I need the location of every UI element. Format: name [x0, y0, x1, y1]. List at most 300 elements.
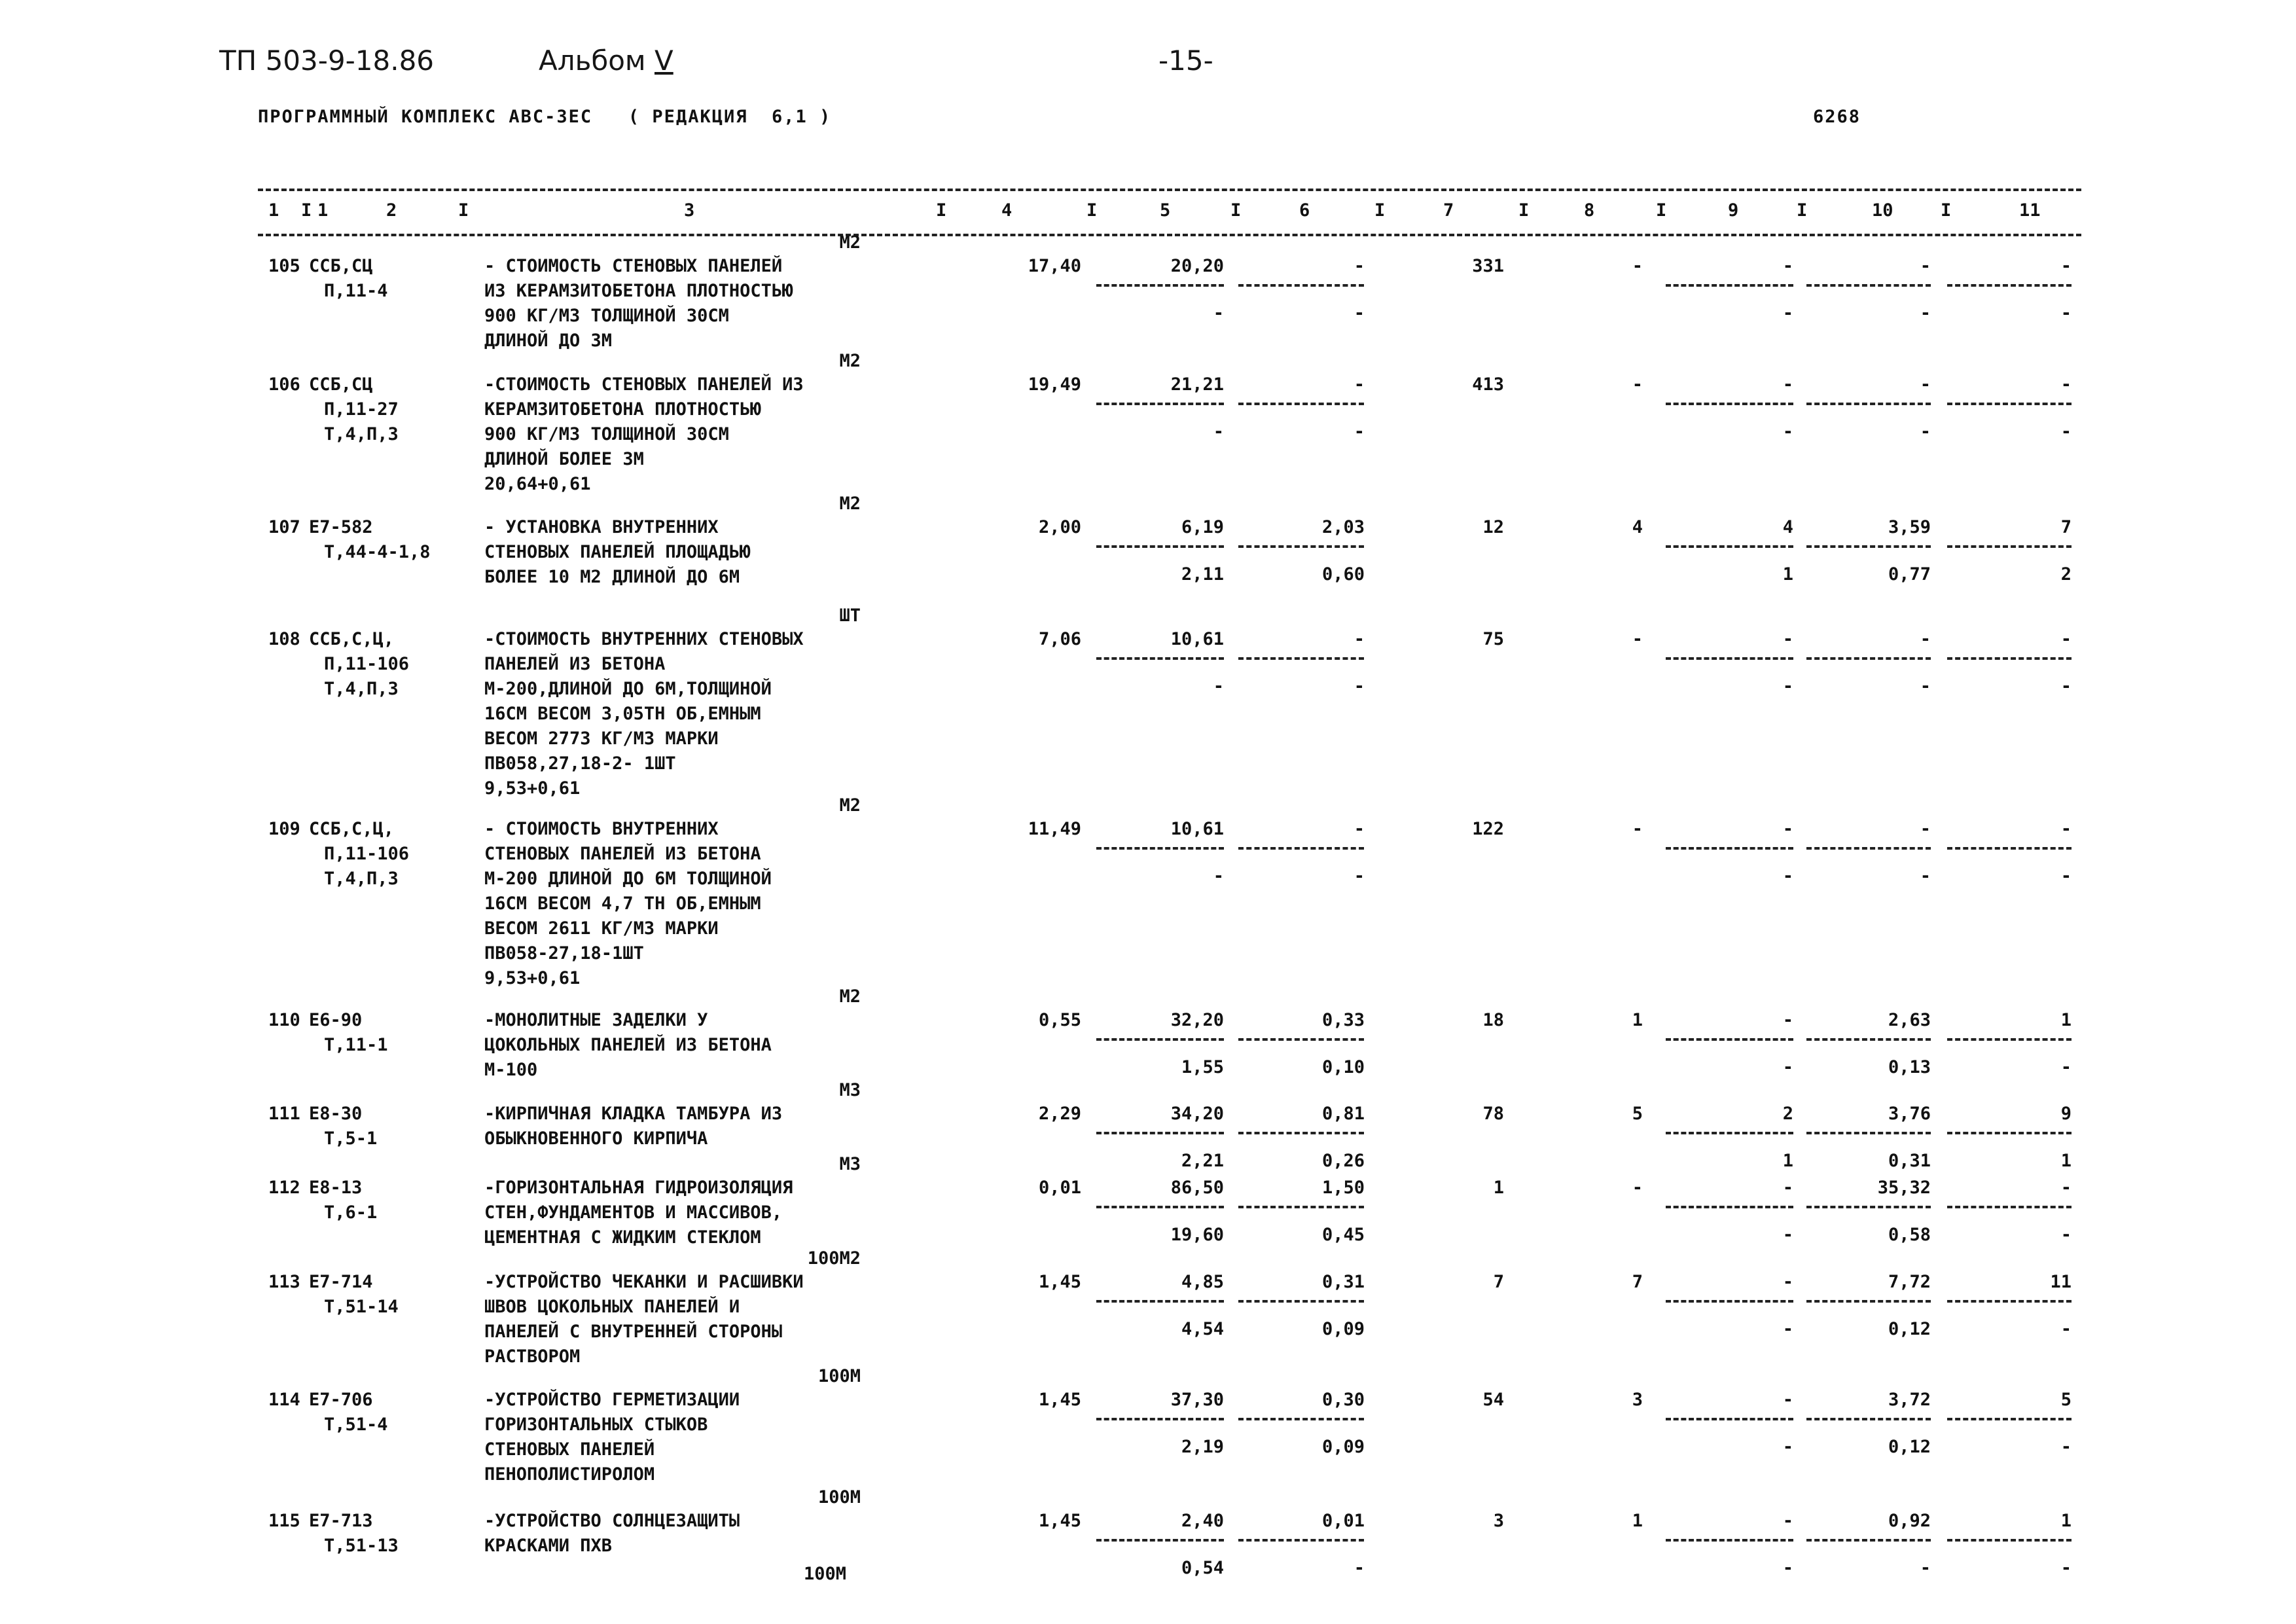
col-10-top: 3,72 [1888, 1390, 1931, 1410]
cell-divider [1947, 1539, 2072, 1542]
work-description: ДЛИНОЙ БОЛЕЕ 3М [484, 449, 644, 469]
work-description: ЦОКОЛЬНЫХ ПАНЕЛЕЙ ИЗ БЕТОНА [484, 1035, 772, 1055]
col-6-top: 1,50 [1321, 1178, 1365, 1198]
row-number: 114 [268, 1390, 300, 1410]
work-description: -УСТРОЙСТВО СОЛНЦЕЗАЩИТЫ [484, 1511, 740, 1531]
work-description: ПАНЕЛЕЙ С ВНУТРЕННЕЙ СТОРОНЫ [484, 1322, 783, 1342]
cell-divider [1238, 1132, 1364, 1134]
col-8: 4 [1632, 517, 1643, 537]
col-11-top: 9 [2060, 1104, 2072, 1124]
norm-code: Т,51-13 [324, 1536, 399, 1556]
col-10-top: 35,32 [1877, 1178, 1931, 1198]
col-9-top: - [1782, 629, 1793, 649]
col-4-quantity: 0,01 [1038, 1178, 1081, 1198]
work-description: ШВОВ ЦОКОЛЬНЫХ ПАНЕЛЕЙ И [484, 1297, 740, 1317]
cell-divider [1947, 847, 2072, 850]
col-5-top: 21,21 [1170, 374, 1224, 395]
cell-divider [1806, 657, 1931, 660]
col-4-quantity: 19,49 [1028, 374, 1081, 395]
unit-label: М3 [839, 1154, 861, 1174]
col-5-top: 86,50 [1170, 1178, 1224, 1198]
cell-divider [1806, 284, 1931, 287]
cell-divider [1238, 1539, 1364, 1542]
col-6-bottom: - [1354, 422, 1365, 442]
col-9-top: - [1782, 819, 1793, 839]
column-separator: I [1518, 200, 1530, 221]
col-9-bottom: - [1782, 1057, 1793, 1077]
cell-divider [1238, 847, 1364, 850]
cell-divider [1806, 545, 1931, 548]
col-11-bottom: - [2060, 1225, 2072, 1245]
work-description: ЦЕМЕНТНАЯ С ЖИДКИМ СТЕКЛОМ [484, 1227, 761, 1248]
cell-divider [1947, 1132, 2072, 1134]
col-10-bottom: - [1920, 866, 1931, 886]
col-10-top: 7,72 [1888, 1272, 1931, 1292]
cell-divider [1806, 1300, 1931, 1303]
work-description: 9,53+0,61 [484, 968, 581, 988]
col-11-bottom: 1 [2060, 1151, 2072, 1171]
col-10-bottom: - [1920, 422, 1931, 442]
work-description: ПВ058,27,18-2- 1ШТ [484, 753, 676, 774]
col-10-bottom: 0,13 [1888, 1057, 1931, 1077]
col-10-bottom: 0,31 [1888, 1151, 1931, 1171]
cell-divider [1666, 403, 1793, 405]
column-separator: I [458, 200, 469, 221]
col-10-top: - [1920, 819, 1931, 839]
col-5-bottom: 2,19 [1181, 1437, 1224, 1457]
column-header-3: 2 [386, 200, 397, 221]
col-10-bottom: - [1920, 676, 1931, 696]
column-header-9: 8 [1584, 200, 1595, 221]
norm-code: Е8-13 [309, 1178, 363, 1198]
work-description: ВЕСОМ 2611 КГ/М3 МАРКИ [484, 918, 719, 939]
col-9-top: 4 [1782, 517, 1793, 537]
column-separator: I [936, 200, 947, 221]
col-4-quantity: 1,45 [1038, 1272, 1081, 1292]
document-number: 6268 [1813, 107, 1861, 127]
cell-divider [1806, 1206, 1931, 1208]
norm-code: Е6-90 [309, 1010, 363, 1030]
col-11-top: 7 [2060, 517, 2072, 537]
col-11-top: 1 [2060, 1010, 2072, 1030]
col-7: 122 [1472, 819, 1504, 839]
document-code: ТП 503-9-18.86 [219, 45, 435, 77]
col-7: 3 [1493, 1511, 1504, 1531]
work-description: ПВ058-27,18-1ШТ [484, 943, 644, 964]
norm-code: Т,4,П,3 [324, 869, 399, 889]
col-10-top: - [1920, 374, 1931, 395]
col-5-top: 10,61 [1170, 819, 1224, 839]
work-description: РАСТВОРОМ [484, 1346, 581, 1367]
norm-code: ССБ,С,Ц, [309, 819, 395, 839]
column-header-4: 3 [684, 200, 695, 221]
cell-divider [1096, 403, 1224, 405]
cell-divider [1947, 1206, 2072, 1208]
cell-divider [1806, 1132, 1931, 1134]
cell-divider [1947, 403, 2072, 405]
page-number: -15- [1158, 45, 1213, 77]
unit-label: М2 [839, 986, 861, 1007]
col-9-top: - [1782, 256, 1793, 276]
col-11-bottom: - [2060, 422, 2072, 442]
col-8: - [1632, 374, 1643, 395]
col-9-bottom: 1 [1782, 1151, 1793, 1171]
cell-divider [1806, 1038, 1931, 1041]
col-11-top: 11 [2050, 1272, 2072, 1292]
col-5-bottom: - [1213, 866, 1224, 886]
cell-divider [1806, 1418, 1931, 1420]
cell-divider [1806, 403, 1931, 405]
unit-label: М2 [839, 351, 861, 371]
row-number: 112 [268, 1178, 300, 1198]
col-10-top: - [1920, 629, 1931, 649]
col-11-bottom: - [2060, 1437, 2072, 1457]
col-11-bottom: 2 [2060, 564, 2072, 585]
cell-divider [1806, 1539, 1931, 1542]
col-10-bottom: - [1920, 303, 1931, 323]
work-description: -УСТРОЙСТВО ЧЕКАНКИ И РАСШИВКИ [484, 1272, 804, 1292]
cell-divider [1096, 1206, 1224, 1208]
cell-divider [1238, 1206, 1364, 1208]
cell-divider [1806, 847, 1931, 850]
header-rule-top [258, 189, 2081, 191]
cell-divider [1238, 1300, 1364, 1303]
col-6-top: 2,03 [1321, 517, 1365, 537]
column-separator: I [1374, 200, 1386, 221]
row-number: 106 [268, 374, 300, 395]
col-7: 7 [1493, 1272, 1504, 1292]
col-5-bottom: 1,55 [1181, 1057, 1224, 1077]
unit-label: М2 [839, 494, 861, 514]
work-description: - СТОИМОСТЬ СТЕНОВЫХ ПАНЕЛЕЙ [484, 256, 783, 276]
cell-divider [1947, 1300, 2072, 1303]
norm-code: ССБ,СЦ [309, 374, 373, 395]
col-11-bottom: - [2060, 1057, 2072, 1077]
work-description: 900 КГ/М3 ТОЛЩИНОЙ 30СМ [484, 424, 729, 444]
col-9-bottom: - [1782, 676, 1793, 696]
cell-divider [1666, 1300, 1793, 1303]
cell-divider [1666, 1038, 1793, 1041]
col-5-bottom: 2,21 [1181, 1151, 1224, 1171]
cell-divider [1666, 847, 1793, 850]
column-header-6: 5 [1160, 200, 1171, 221]
col-4-quantity: 0,55 [1038, 1010, 1081, 1030]
col-8: 7 [1632, 1272, 1643, 1292]
column-header-11: 10 [1872, 200, 1893, 221]
work-description: -МОНОЛИТНЫЕ ЗАДЕЛКИ У [484, 1010, 708, 1030]
cell-divider [1238, 545, 1364, 548]
norm-code: П,11-27 [324, 399, 399, 420]
cell-divider [1238, 1418, 1364, 1420]
row-number: 105 [268, 256, 300, 276]
col-8: - [1632, 629, 1643, 649]
column-header-8: 7 [1443, 200, 1454, 221]
work-description: -УСТРОЙСТВО ГЕРМЕТИЗАЦИИ [484, 1390, 740, 1410]
col-6-bottom: 0,10 [1321, 1057, 1365, 1077]
work-description: М-200 ДЛИНОЙ ДО 6М ТОЛЩИНОЙ [484, 869, 772, 889]
col-6-bottom: 0,45 [1321, 1225, 1365, 1245]
col-7: 75 [1482, 629, 1504, 649]
cell-divider [1238, 284, 1364, 287]
work-description: М-100 [484, 1060, 538, 1080]
row-number: 109 [268, 819, 300, 839]
col-5-top: 32,20 [1170, 1010, 1224, 1030]
col-9-top: - [1782, 374, 1793, 395]
col-7: 18 [1482, 1010, 1504, 1030]
column-separator: I [301, 200, 312, 221]
col-5-bottom: 0,54 [1181, 1558, 1224, 1578]
col-10-bottom: 0,58 [1888, 1225, 1931, 1245]
header-rule-bottom [258, 234, 2081, 236]
work-description: 900 КГ/М3 ТОЛЩИНОЙ 30СМ [484, 306, 729, 326]
norm-code: Е8-30 [309, 1104, 363, 1124]
cell-divider [1096, 1300, 1224, 1303]
norm-code: Т,4,П,3 [324, 424, 399, 444]
norm-code: Т,11-1 [324, 1035, 388, 1055]
col-9-top: - [1782, 1178, 1793, 1198]
work-description: -ГОРИЗОНТАЛЬНАЯ ГИДРОИЗОЛЯЦИЯ [484, 1178, 793, 1198]
work-description: - УСТАНОВКА ВНУТРЕННИХ [484, 517, 719, 537]
col-5-bottom: - [1213, 422, 1224, 442]
column-separator: I [1656, 200, 1667, 221]
col-9-bottom: - [1782, 1558, 1793, 1578]
column-header-5: 4 [1001, 200, 1013, 221]
col-4-quantity: 2,00 [1038, 517, 1081, 537]
work-description: СТЕНОВЫХ ПАНЕЛЕЙ [484, 1439, 655, 1460]
cell-divider [1096, 847, 1224, 850]
work-description: БОЛЕЕ 10 М2 ДЛИНОЙ ДО 6М [484, 567, 740, 587]
col-6-bottom: - [1354, 1558, 1365, 1578]
col-6-top: 0,31 [1321, 1272, 1365, 1292]
unit-label: М2 [839, 232, 861, 253]
col-5-bottom: 19,60 [1170, 1225, 1224, 1245]
col-11-top: - [2060, 819, 2072, 839]
col-6-top: - [1354, 256, 1365, 276]
col-4-quantity: 1,45 [1038, 1511, 1081, 1531]
col-9-top: 2 [1782, 1104, 1793, 1124]
cell-divider [1096, 545, 1224, 548]
col-6-top: 0,01 [1321, 1511, 1365, 1531]
col-11-top: - [2060, 374, 2072, 395]
work-description: КЕРАМЗИТОБЕТОНА ПЛОТНОСТЬЮ [484, 399, 761, 420]
col-5-bottom: 2,11 [1181, 564, 1224, 585]
col-5-top: 34,20 [1170, 1104, 1224, 1124]
work-description: ДЛИНОЙ ДО 3М [484, 331, 613, 351]
col-9-bottom: - [1782, 1225, 1793, 1245]
column-separator: I [1941, 200, 1952, 221]
col-6-bottom: 0,60 [1321, 564, 1365, 585]
col-9-bottom: 1 [1782, 564, 1793, 585]
col-9-bottom: - [1782, 866, 1793, 886]
row-number: 115 [268, 1511, 300, 1531]
col-7: 331 [1472, 256, 1504, 276]
col-6-top: - [1354, 629, 1365, 649]
work-description: СТЕН,ФУНДАМЕНТОВ И МАССИВОВ, [484, 1202, 783, 1223]
col-5-bottom: - [1213, 303, 1224, 323]
column-header-12: 11 [2019, 200, 2041, 221]
cell-divider [1238, 657, 1364, 660]
col-6-top: 0,81 [1321, 1104, 1365, 1124]
cell-divider [1947, 284, 2072, 287]
col-8: 3 [1632, 1390, 1643, 1410]
work-description: СТЕНОВЫХ ПАНЕЛЕЙ ИЗ БЕТОНА [484, 844, 761, 864]
norm-code: ССБ,С,Ц, [309, 629, 395, 649]
work-description: 20,64+0,61 [484, 474, 591, 494]
unit-label: М3 [839, 1080, 861, 1100]
work-description: -КИРПИЧНАЯ КЛАДКА ТАМБУРА ИЗ [484, 1104, 783, 1124]
norm-code: Т,51-14 [324, 1297, 399, 1317]
album-numeral: V [654, 45, 673, 77]
col-11-top: - [2060, 629, 2072, 649]
cell-divider [1096, 1038, 1224, 1041]
col-4-quantity: 11,49 [1028, 819, 1081, 839]
work-description: ИЗ КЕРАМЗИТОБЕТОНА ПЛОТНОСТЬЮ [484, 281, 793, 301]
norm-code: Т,44-4-1,8 [324, 542, 431, 562]
norm-code: Е7-714 [309, 1272, 373, 1292]
row-number: 113 [268, 1272, 300, 1292]
norm-code: Е7-706 [309, 1390, 373, 1410]
col-6-bottom: - [1354, 303, 1365, 323]
col-11-top: - [2060, 1178, 2072, 1198]
col-9-bottom: - [1782, 422, 1793, 442]
column-separator: I [1086, 200, 1098, 221]
col-9-bottom: - [1782, 1319, 1793, 1339]
work-description: СТЕНОВЫХ ПАНЕЛЕЙ ПЛОЩАДЬЮ [484, 542, 751, 562]
row-number: 108 [268, 629, 300, 649]
col-5-top: 10,61 [1170, 629, 1224, 649]
cell-divider [1666, 1206, 1793, 1208]
col-6-top: 0,30 [1321, 1390, 1365, 1410]
cell-divider [1096, 1132, 1224, 1134]
col-8: - [1632, 256, 1643, 276]
col-9-bottom: - [1782, 303, 1793, 323]
unit-label: 100М2 [807, 1248, 861, 1269]
col-11-bottom: - [2060, 866, 2072, 886]
cell-divider [1238, 1038, 1364, 1041]
col-8: - [1632, 819, 1643, 839]
col-5-top: 2,40 [1181, 1511, 1224, 1531]
work-description: ГОРИЗОНТАЛЬНЫХ СТЫКОВ [484, 1415, 708, 1435]
col-11-bottom: - [2060, 1319, 2072, 1339]
col-11-bottom: - [2060, 676, 2072, 696]
norm-code: Т,51-4 [324, 1415, 388, 1435]
col-10-top: 2,63 [1888, 1010, 1931, 1030]
col-10-bottom: 0,12 [1888, 1437, 1931, 1457]
cell-divider [1666, 657, 1793, 660]
unit-label: 100М [817, 1366, 861, 1386]
norm-code: П,11-106 [324, 844, 410, 864]
col-6-bottom: - [1354, 866, 1365, 886]
col-9-top: - [1782, 1272, 1793, 1292]
col-8: - [1632, 1178, 1643, 1198]
album-word: Альбом [539, 45, 646, 77]
col-6-top: - [1354, 374, 1365, 395]
album-label [539, 45, 673, 77]
col-8: 5 [1632, 1104, 1643, 1124]
col-5-top: 37,30 [1170, 1390, 1224, 1410]
col-7: 54 [1482, 1390, 1504, 1410]
col-7: 78 [1482, 1104, 1504, 1124]
col-11-top: 1 [2060, 1511, 2072, 1531]
col-7: 1 [1493, 1178, 1504, 1198]
col-10-bottom: 0,12 [1888, 1319, 1931, 1339]
work-description: 16СМ ВЕСОМ 3,05ТН ОБ,ЕМНЫМ [484, 704, 761, 724]
cell-divider [1666, 1132, 1793, 1134]
col-6-bottom: 0,09 [1321, 1319, 1365, 1339]
norm-code: П,11-4 [324, 281, 388, 301]
work-description: ПЕНОПОЛИСТИРОЛОМ [484, 1464, 655, 1485]
col-5-bottom: - [1213, 676, 1224, 696]
col-7: 12 [1482, 517, 1504, 537]
col-6-top: - [1354, 819, 1365, 839]
norm-code: Е7-582 [309, 517, 373, 537]
norm-code: Т,6-1 [324, 1202, 378, 1223]
work-description: ОБЫКНОВЕННОГО КИРПИЧА [484, 1128, 708, 1149]
row-number: 110 [268, 1010, 300, 1030]
work-description: -СТОИМОСТЬ СТЕНОВЫХ ПАНЕЛЕЙ ИЗ [484, 374, 804, 395]
unit-label: 100М [817, 1487, 861, 1507]
column-separator: I [1797, 200, 1808, 221]
col-4-quantity: 2,29 [1038, 1104, 1081, 1124]
cell-divider [1947, 1418, 2072, 1420]
column-separator: I [1230, 200, 1242, 221]
col-10-top: 3,59 [1888, 517, 1931, 537]
col-4-quantity: 7,06 [1038, 629, 1081, 649]
work-description: ВЕСОМ 2773 КГ/М3 МАРКИ [484, 729, 719, 749]
col-6-bottom: - [1354, 676, 1365, 696]
cell-divider [1947, 657, 2072, 660]
column-header-1: 1 [268, 200, 279, 221]
cell-divider [1096, 657, 1224, 660]
trailing-unit: 100М [804, 1564, 847, 1584]
col-5-top: 4,85 [1181, 1272, 1224, 1292]
norm-code: ССБ,СЦ [309, 256, 373, 276]
work-description: 9,53+0,61 [484, 778, 581, 799]
col-8: 1 [1632, 1010, 1643, 1030]
col-5-top: 20,20 [1170, 256, 1224, 276]
row-number: 111 [268, 1104, 300, 1124]
column-header-2: 1 [317, 200, 329, 221]
work-description: ПАНЕЛЕЙ ИЗ БЕТОНА [484, 654, 666, 674]
cell-divider [1947, 545, 2072, 548]
cell-divider [1666, 545, 1793, 548]
cell-divider [1666, 1539, 1793, 1542]
col-4-quantity: 17,40 [1028, 256, 1081, 276]
norm-code: Т,4,П,3 [324, 679, 399, 699]
cell-divider [1666, 284, 1793, 287]
norm-code: Е7-713 [309, 1511, 373, 1531]
col-10-bottom: - [1920, 1558, 1931, 1578]
cell-divider [1096, 1539, 1224, 1542]
col-11-bottom: - [2060, 1558, 2072, 1578]
col-8: 1 [1632, 1511, 1643, 1531]
col-11-top: 5 [2060, 1390, 2072, 1410]
col-4-quantity: 1,45 [1038, 1390, 1081, 1410]
col-9-top: - [1782, 1010, 1793, 1030]
row-number: 107 [268, 517, 300, 537]
col-10-top: 3,76 [1888, 1104, 1931, 1124]
col-6-bottom: 0,26 [1321, 1151, 1365, 1171]
unit-label: М2 [839, 795, 861, 816]
norm-code: П,11-106 [324, 654, 410, 674]
cell-divider [1096, 1418, 1224, 1420]
col-10-bottom: 0,77 [1888, 564, 1931, 585]
work-description: -СТОИМОСТЬ ВНУТРЕННИХ СТЕНОВЫХ [484, 629, 804, 649]
cell-divider [1666, 1418, 1793, 1420]
work-description: - СТОИМОСТЬ ВНУТРЕННИХ [484, 819, 719, 839]
work-description: КРАСКАМИ ПХВ [484, 1536, 613, 1556]
col-5-top: 6,19 [1181, 517, 1224, 537]
